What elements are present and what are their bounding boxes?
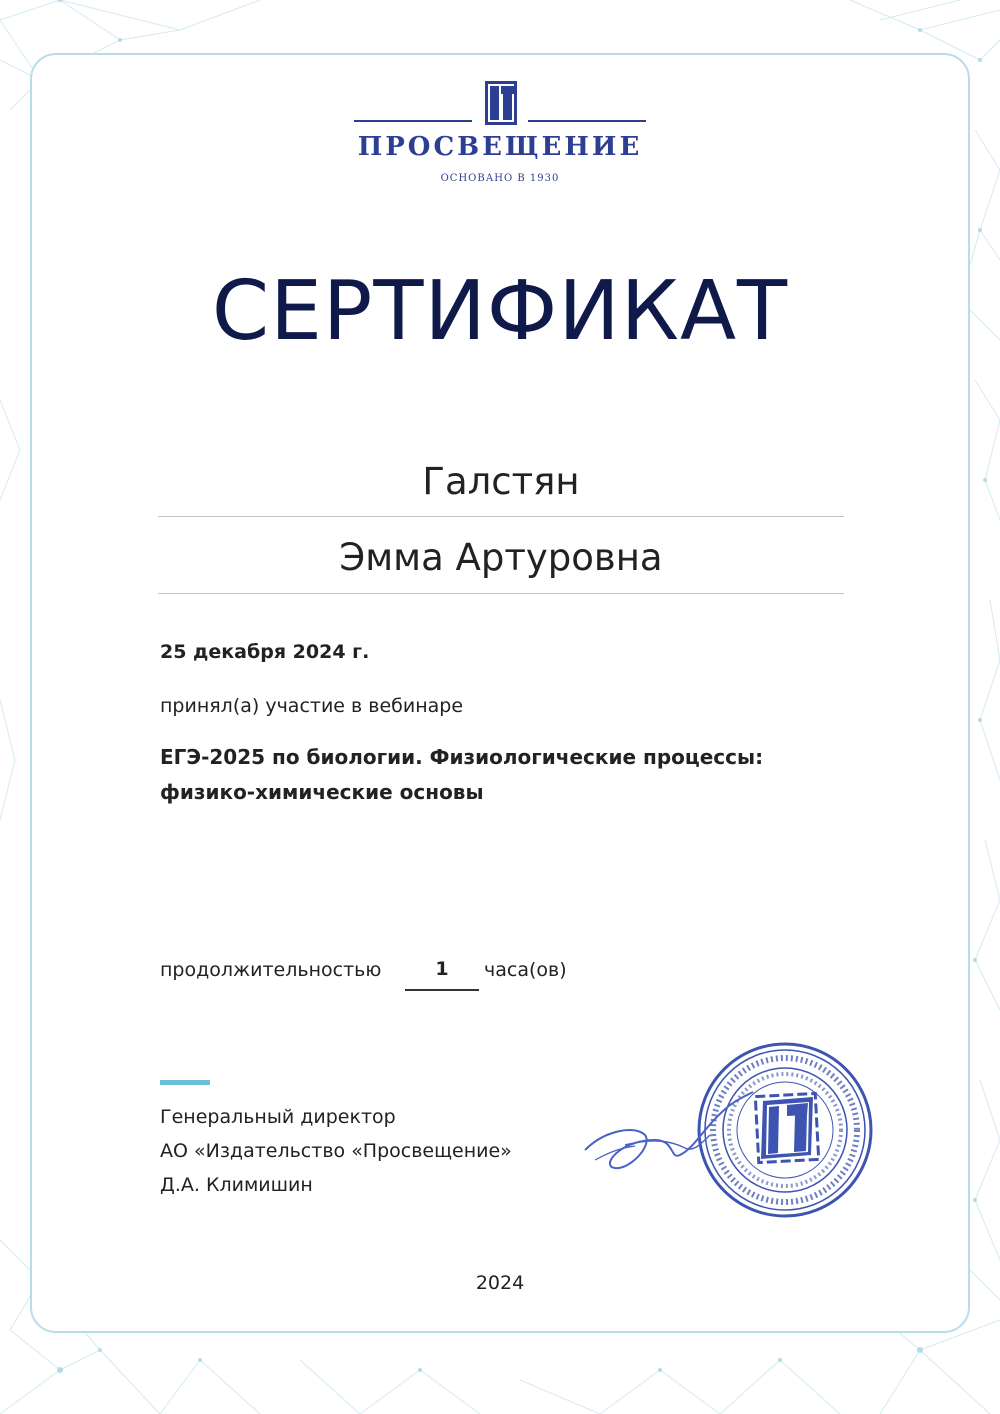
surname-rule bbox=[158, 516, 844, 517]
duration-value: 1 bbox=[435, 958, 449, 980]
webinar-title-line-1: ЕГЭ-2025 по биологии. Физиологические процессы: bbox=[160, 745, 764, 769]
signatory-name: Д.А. Климишин bbox=[160, 1174, 313, 1196]
publisher-emblem-icon bbox=[484, 80, 518, 126]
signatory-organization: АО «Издательство «Просвещение» bbox=[160, 1140, 512, 1162]
brand-name: ПРОСВЕЩЕНИЕ bbox=[357, 132, 643, 162]
certificate-year: 2024 bbox=[475, 1272, 525, 1294]
brand-founded: ОСНОВАНО В 1930 bbox=[440, 173, 560, 184]
logo-right-rule bbox=[528, 120, 646, 122]
signature bbox=[575, 1090, 755, 1190]
webinar-title bbox=[160, 740, 860, 810]
recipient-surname: Галстян bbox=[422, 460, 580, 503]
given-names-rule bbox=[158, 593, 844, 594]
certificate-title: СЕРТИФИКАТ bbox=[211, 264, 789, 359]
accent-bar bbox=[160, 1080, 210, 1085]
webinar-title-line-2: физико-химические основы bbox=[160, 780, 484, 804]
publisher-logo bbox=[350, 78, 650, 196]
participation-text: принял(а) участие в вебинаре bbox=[160, 695, 464, 717]
duration-unit: часа(ов) bbox=[484, 959, 567, 981]
event-date: 25 декабря 2024 г. bbox=[160, 641, 370, 663]
recipient-given-names: Эмма Артуровна bbox=[339, 536, 663, 579]
duration-rule bbox=[405, 989, 479, 991]
duration-label: продолжительностью bbox=[160, 959, 382, 981]
logo-left-rule bbox=[354, 120, 472, 122]
signatory-block bbox=[160, 1100, 512, 1202]
signatory-position: Генеральный директор bbox=[160, 1106, 396, 1128]
